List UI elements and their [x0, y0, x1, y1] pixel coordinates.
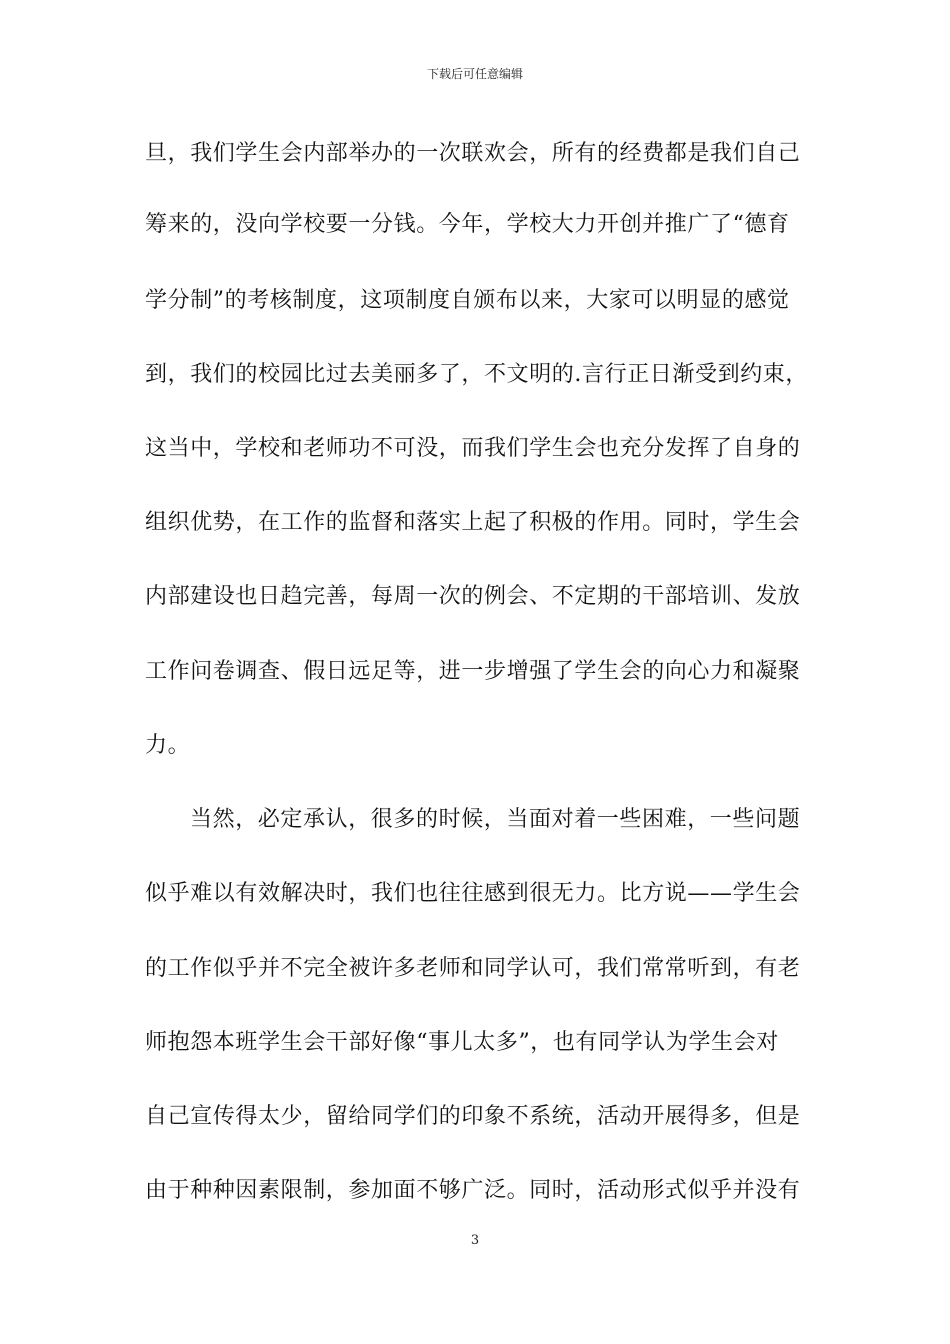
- text-line: 工作问卷调查、假日远足等，进一步增强了学生会的向心力和凝聚: [145, 659, 801, 684]
- text-line: 由于种种因素限制，参加面不够广泛。同时，活动形式似乎并没有: [145, 1178, 801, 1203]
- text-line: 当然，必定承认，很多的时候，当面对着一些困难，一些问题: [190, 807, 801, 832]
- page-header: 下载后可任意编辑: [426, 67, 523, 81]
- text-line: 筹来的，没向学校要一分钱。今年，学校大力开创并推广了“德育: [145, 212, 790, 237]
- text-line: 学分制”的考核制度，这项制度自颁布以来，大家可以明显的感觉: [145, 288, 790, 313]
- text-line: 组织优势，在工作的监督和落实上起了积极的作用。同时，学生会: [145, 510, 801, 535]
- text-line: 到，我们的校园比过去美丽多了，不文明的.言行正日渐受到约束，: [145, 362, 808, 387]
- page-number: 3: [470, 1233, 480, 1248]
- text-line: 师抱怨本班学生会干部好像“事儿太多”，也有同学认为学生会对: [145, 1030, 779, 1055]
- text-line: 内部建设也日趋完善，每周一次的例会、不定期的干部培训、发放: [145, 584, 801, 609]
- text-line: 自己宣传得太少，留给同学们的印象不系统，活动开展得多，但是: [145, 1104, 801, 1129]
- text-line: 似乎难以有效解决时，我们也往往感到很无力。比方说——学生会: [145, 881, 801, 906]
- text-line: 这当中，学校和老师功不可没，而我们学生会也充分发挥了自身的: [145, 436, 801, 461]
- text-line: 的工作似乎并不完全被许多老师和同学认可，我们常常听到，有老: [145, 956, 801, 981]
- text-line: 力。: [145, 733, 191, 758]
- text-line: 旦，我们学生会内部举办的一次联欢会，所有的经费都是我们自己: [145, 141, 801, 166]
